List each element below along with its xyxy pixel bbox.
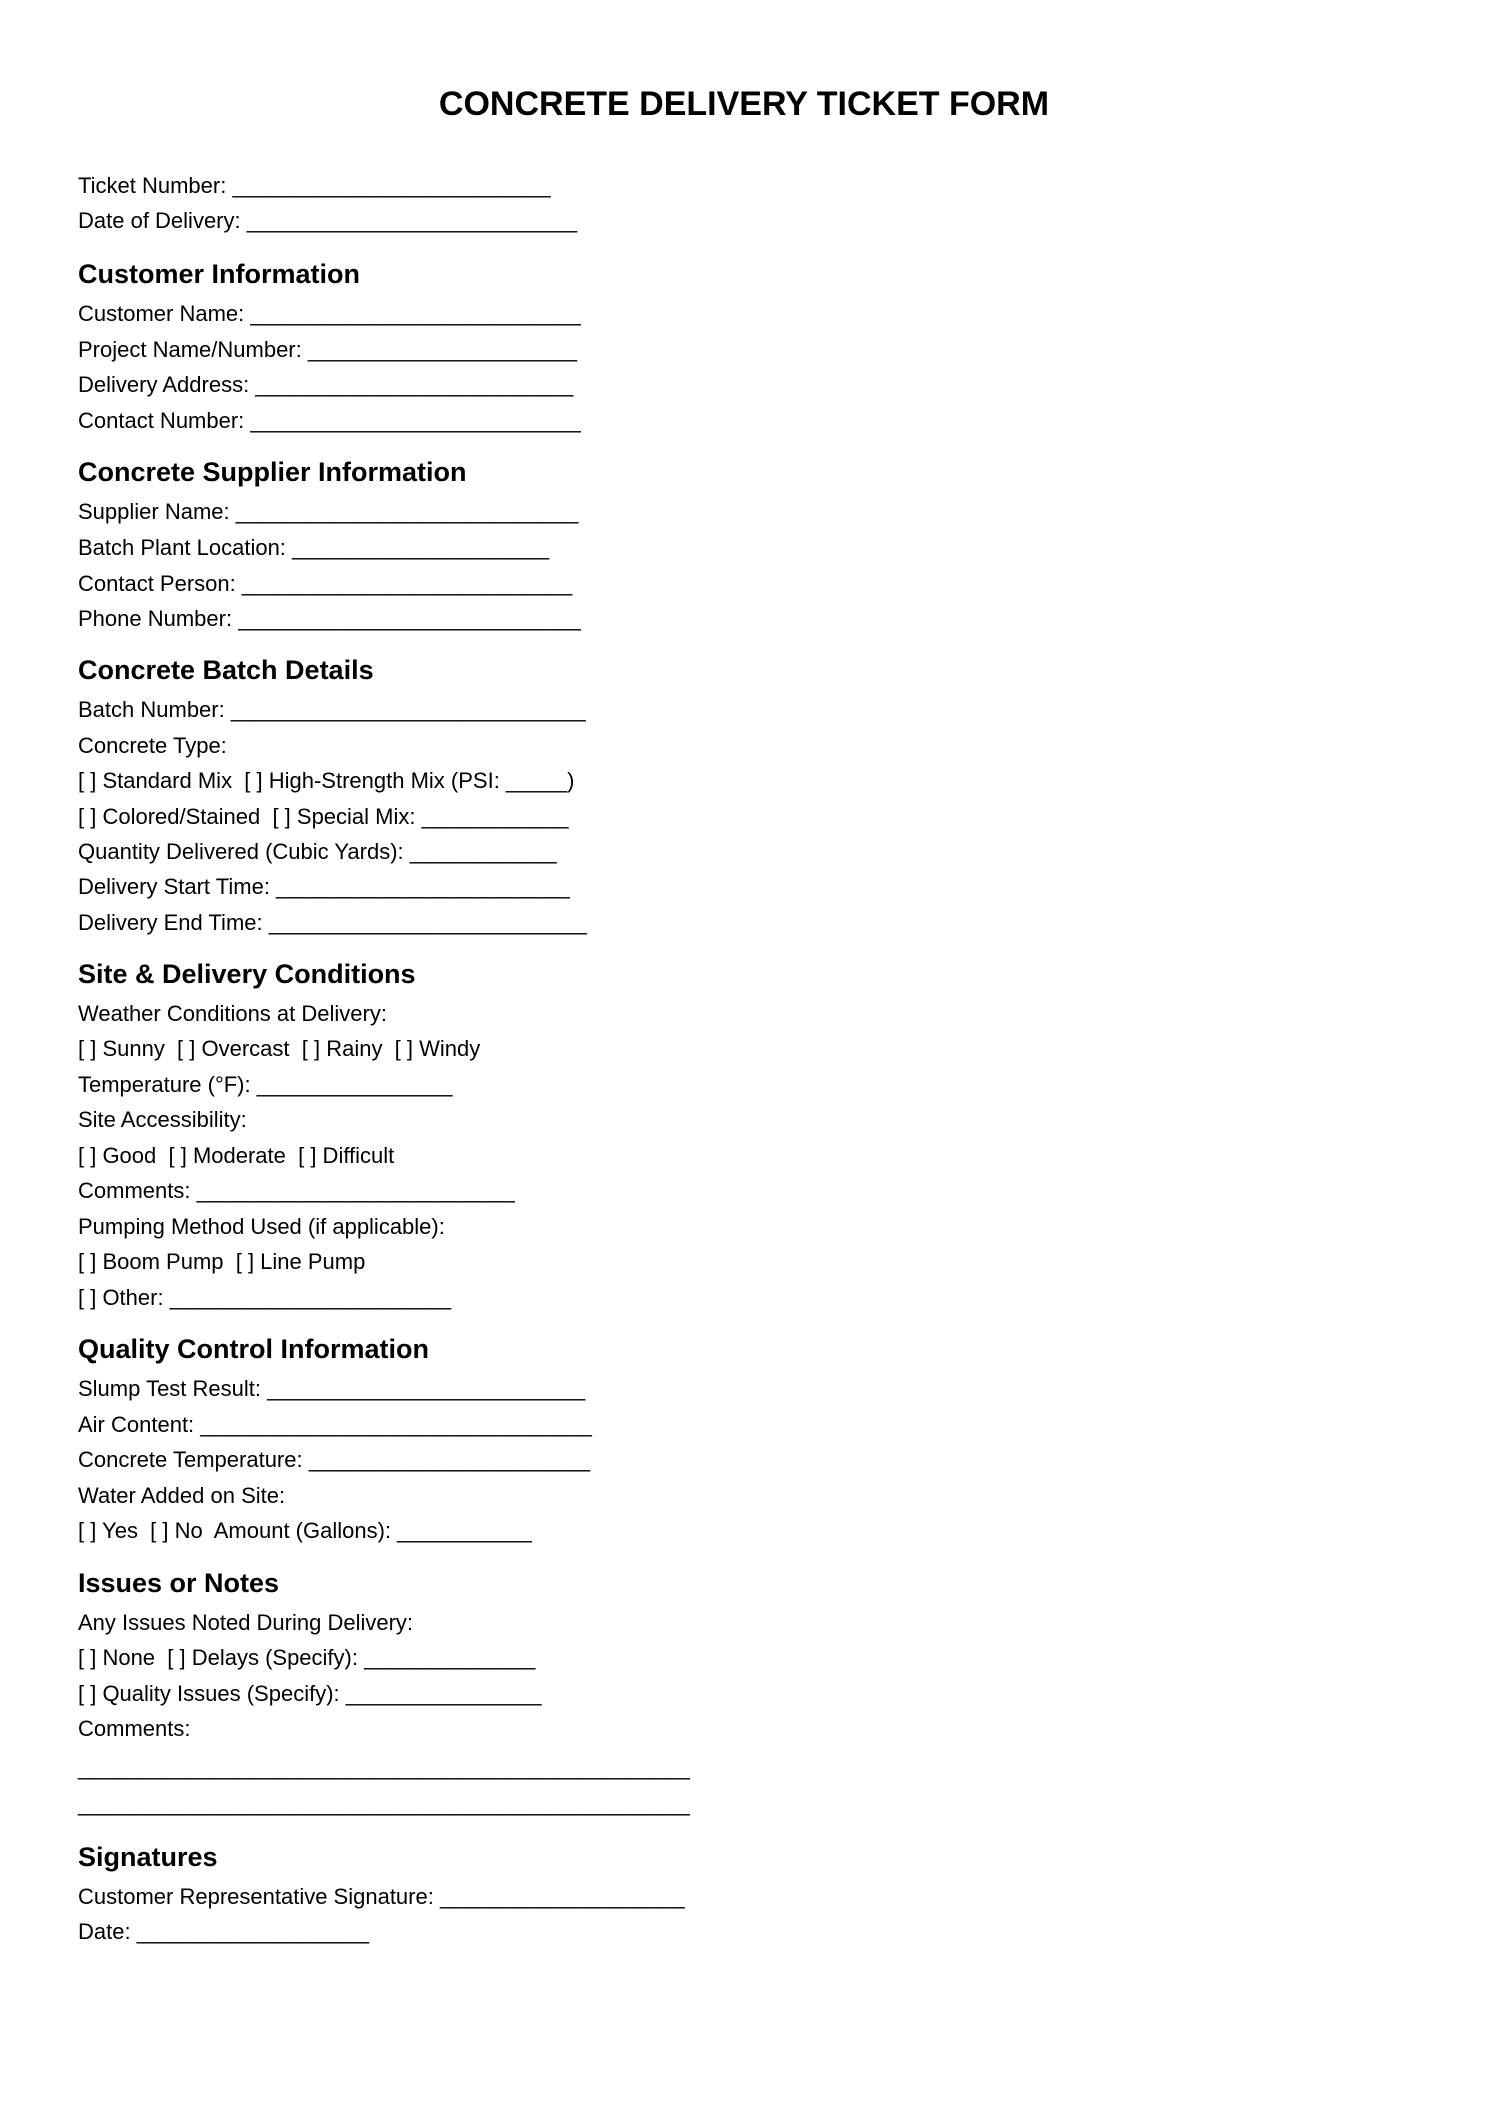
issues-noted-label: Any Issues Noted During Delivery: — [78, 1610, 414, 1635]
pumping-method-label: Pumping Method Used (if applicable): — [78, 1214, 445, 1239]
weather-conditions-label: Weather Conditions at Delivery: — [78, 1001, 387, 1026]
issues-comments-line-1[interactable]: __________________________________________________ — [78, 1755, 690, 1780]
issues-comments-label: Comments: — [78, 1716, 191, 1741]
customer-information-heading: Customer Information — [78, 259, 361, 289]
issues-options-row-1[interactable]: [ ] None [ ] Delays (Specify): ______________ — [78, 1645, 536, 1670]
phone-number-field[interactable]: Phone Number: ____________________________ — [78, 606, 581, 631]
ticket-number-field[interactable]: Ticket Number: __________________________ — [78, 173, 551, 198]
weather-options[interactable]: [ ] Sunny [ ] Overcast [ ] Rainy [ ] Windy — [78, 1036, 481, 1061]
issues-comments-line-2[interactable]: __________________________________________________ — [78, 1791, 690, 1816]
quantity-delivered-field[interactable]: Quantity Delivered (Cubic Yards): ____________ — [78, 839, 557, 864]
site-accessibility-label: Site Accessibility: — [78, 1107, 247, 1132]
temperature-field[interactable]: Temperature (°F): ________________ — [78, 1072, 453, 1097]
batch-plant-location-field[interactable]: Batch Plant Location: _____________________ — [78, 535, 549, 560]
concrete-temperature-field[interactable]: Concrete Temperature: _______________________ — [78, 1447, 591, 1472]
slump-test-field[interactable]: Slump Test Result: __________________________ — [78, 1376, 586, 1401]
quality-control-heading: Quality Control Information — [78, 1334, 429, 1364]
customer-name-field[interactable]: Customer Name: ___________________________ — [78, 301, 581, 326]
site-accessibility-options[interactable]: [ ] Good [ ] Moderate [ ] Difficult — [78, 1143, 395, 1168]
supplier-information-heading: Concrete Supplier Information — [78, 457, 467, 487]
signatures-heading: Signatures — [78, 1842, 218, 1872]
supplier-name-field[interactable]: Supplier Name: ____________________________ — [78, 499, 579, 524]
contact-person-field[interactable]: Contact Person: ___________________________ — [78, 571, 573, 596]
delivery-end-time-field[interactable]: Delivery End Time: __________________________ — [78, 910, 587, 935]
site-conditions-heading: Site & Delivery Conditions — [78, 959, 416, 989]
concrete-type-options-row-1[interactable]: [ ] Standard Mix [ ] High-Strength Mix (PSI: _____) — [78, 768, 575, 793]
concrete-type-options-row-2[interactable]: [ ] Colored/Stained [ ] Special Mix: ____________ — [78, 804, 569, 829]
water-added-options[interactable]: [ ] Yes [ ] No Amount (Gallons): ___________ — [78, 1518, 532, 1543]
site-comments-field[interactable]: Comments: __________________________ — [78, 1178, 515, 1203]
pumping-method-options[interactable]: [ ] Boom Pump [ ] Line Pump — [78, 1249, 366, 1274]
issues-notes-heading: Issues or Notes — [78, 1568, 280, 1598]
project-name-field[interactable]: Project Name/Number: ______________________ — [78, 337, 578, 362]
form-title: CONCRETE DELIVERY TICKET FORM — [438, 85, 1050, 123]
water-added-label: Water Added on Site: — [78, 1483, 286, 1508]
delivery-address-field[interactable]: Delivery Address: __________________________ — [78, 372, 574, 397]
batch-number-field[interactable]: Batch Number: _____________________________ — [78, 697, 586, 722]
signature-date-field[interactable]: Date: ___________________ — [78, 1919, 370, 1944]
air-content-field[interactable]: Air Content: ________________________________ — [78, 1412, 592, 1437]
delivery-start-time-field[interactable]: Delivery Start Time: ________________________ — [78, 874, 570, 899]
issues-options-row-2[interactable]: [ ] Quality Issues (Specify): ________________ — [78, 1681, 542, 1706]
contact-number-field[interactable]: Contact Number: ___________________________ — [78, 408, 581, 433]
pumping-other-field[interactable]: [ ] Other: _______________________ — [78, 1285, 452, 1310]
concrete-type-label: Concrete Type: — [78, 733, 227, 758]
date-of-delivery-field[interactable]: Date of Delivery: ___________________________ — [78, 208, 578, 233]
customer-signature-field[interactable]: Customer Representative Signature: ____________________ — [78, 1884, 685, 1909]
batch-details-heading: Concrete Batch Details — [78, 655, 374, 685]
